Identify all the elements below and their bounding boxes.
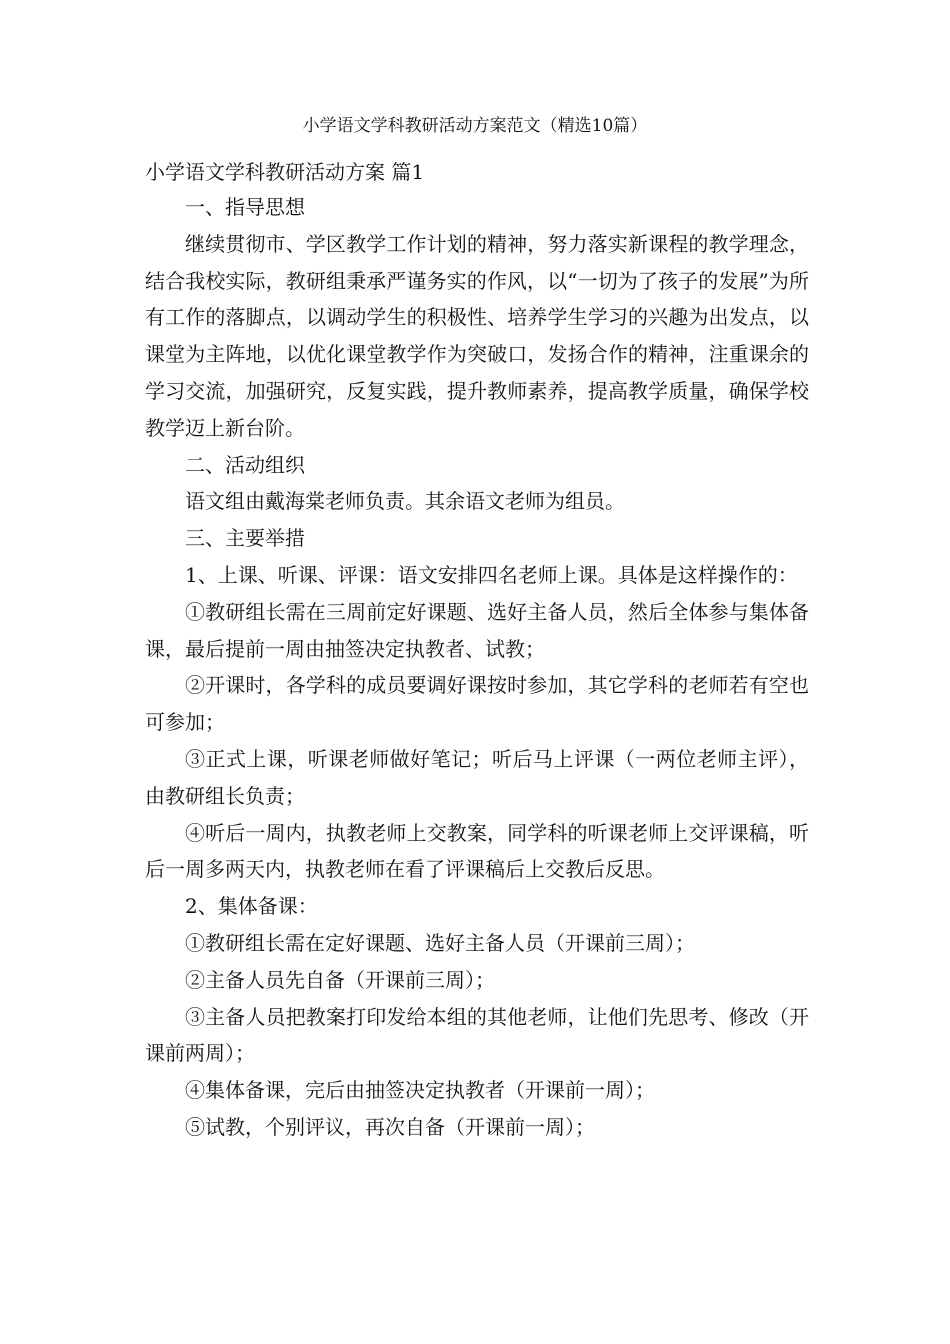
list-item-collective-lesson-prep: 2、集体备课：	[185, 894, 318, 919]
heading-main-measures: 三、主要举措	[185, 526, 305, 551]
heading-activity-organization: 二、活动组织	[185, 452, 305, 477]
list-item-prep-step-3: ③主备人员把教案打印发给本组的其他老师，让他们先思考、修改（开课前两周）；	[145, 1004, 809, 1066]
section-title: 小学语文学科教研活动方案 篇1	[145, 160, 425, 184]
list-item-step-2: ②开课时，各学科的成员要调好课按时参加，其它学科的老师若有空也可参加；	[145, 673, 809, 735]
list-item-prep-step-5: ⑤试教，个别评议，再次自备（开课前一周）；	[185, 1114, 595, 1139]
list-item-class-observation: 1、上课、听课、评课：语文安排四名老师上课。具体是这样操作的：	[185, 562, 798, 587]
document-title: 小学语文学科教研活动方案范文（精选10篇）	[302, 116, 648, 136]
document-body	[145, 157, 809, 1146]
list-item-step-1: ①教研组长需在三周前定好课题、选好主备人员，然后全体参与集体备课，最后提前一周由抽签决定执教者、试教；	[145, 599, 809, 661]
paragraph-guiding-ideology: 继续贯彻市、学区教学工作计划的精神，努力落实新课程的教学理念，结合我校实际，教研组秉承严谨务实的作风，以“一切为了孩子的发展”为所有工作的落脚点，以调动学生的积极性、培养学生学习的兴趣为出发点，以课堂为主阵地，以优化课堂教学作为突破口，发扬合作的精神，注重课余的学习交流，加强研究，反复实践，提升教师素养，提高教学质量，确保学校教学迈上新台阶。	[145, 231, 809, 440]
paragraph-activity-organization: 语文组由戴海棠老师负责。其余语文老师为组员。	[185, 489, 625, 514]
heading-guiding-ideology: 一、指导思想	[185, 195, 305, 219]
list-item-prep-step-1: ①教研组长需在定好课题、选好主备人员（开课前三周）；	[185, 930, 695, 955]
list-item-step-3: ③正式上课，听课老师做好笔记；听后马上评课（一两位老师主评），由教研组长负责；	[145, 746, 809, 808]
list-item-prep-step-4: ④集体备课，完后由抽签决定执教者（开课前一周）；	[185, 1078, 655, 1103]
list-item-step-4: ④听后一周内，执教老师上交教案，同学科的听课老师上交评课稿，听后一周多两天内，执教老师在看了评课稿后上交教后反思。	[145, 820, 809, 882]
list-item-prep-step-2: ②主备人员先自备（开课前三周）；	[185, 967, 495, 992]
